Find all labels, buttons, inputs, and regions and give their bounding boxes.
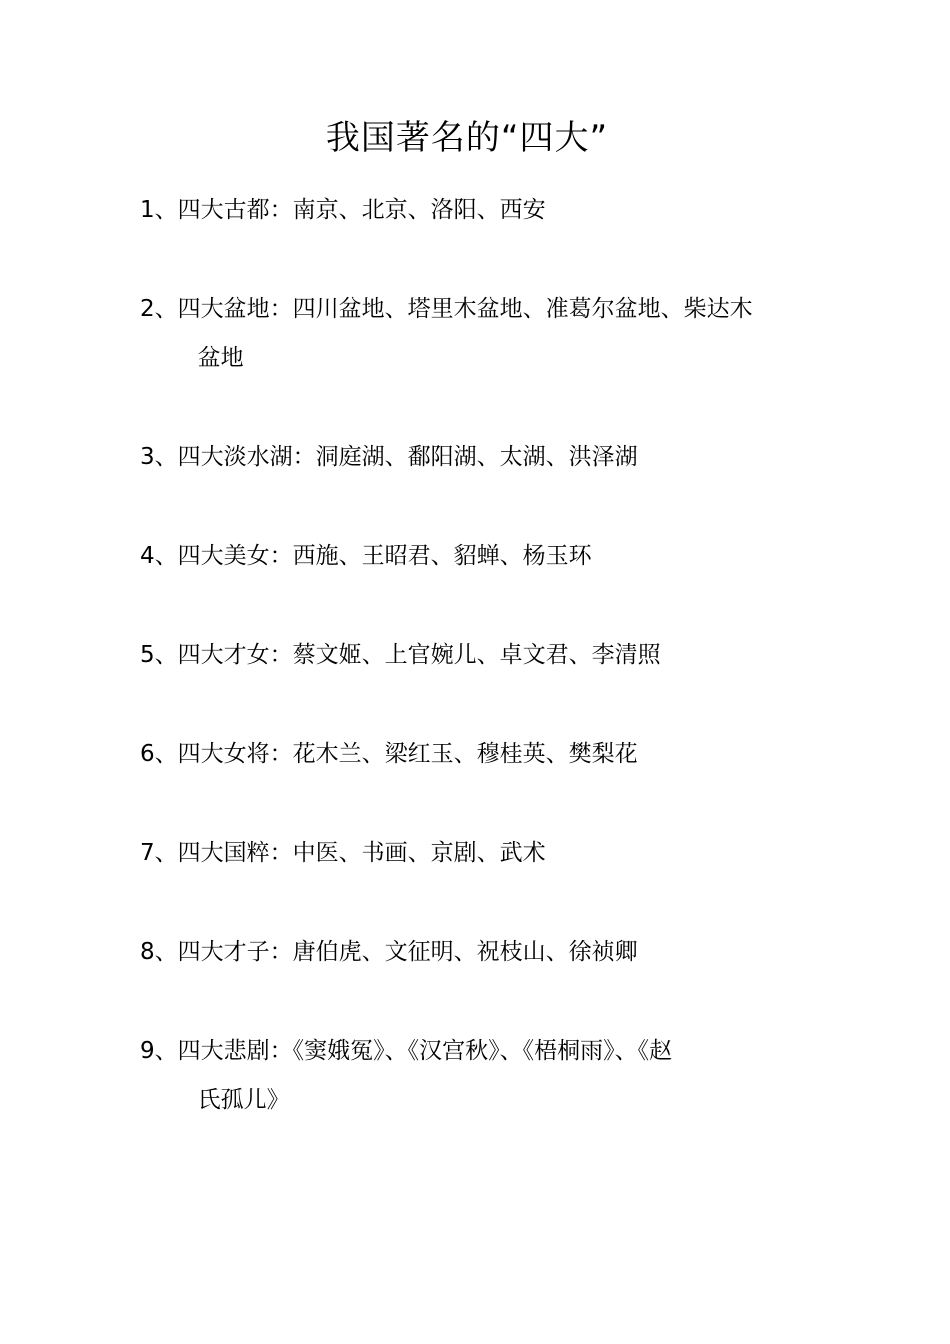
item-number: 7、 bbox=[140, 840, 178, 866]
item-line: 四大悲剧：《窦娥冤》、《汉宫秋》、《梧桐雨》、《赵 bbox=[177, 1038, 673, 1064]
list-item-3 bbox=[140, 433, 800, 482]
item-line: 四大美女：西施、王昭君、貂蝉、杨玉环 bbox=[177, 543, 592, 569]
list-item-4 bbox=[140, 532, 800, 581]
item-number: 5、 bbox=[140, 642, 178, 668]
list-item-1 bbox=[140, 186, 800, 235]
item-line: 四大国粹：中医、书画、京剧、武术 bbox=[177, 840, 546, 866]
item-number: 2、 bbox=[140, 296, 178, 322]
item-text bbox=[178, 730, 800, 779]
item-number: 6、 bbox=[140, 741, 178, 767]
item-number: 1、 bbox=[140, 197, 178, 223]
list-item-8 bbox=[140, 928, 800, 977]
list-item-6 bbox=[140, 730, 800, 779]
item-number: 4、 bbox=[140, 543, 178, 569]
item-line: 四大女将：花木兰、梁红玉、穆桂英、樊梨花 bbox=[177, 741, 638, 767]
list-item-5 bbox=[140, 631, 800, 680]
item-line: 四大盆地：四川盆地、塔里木盆地、准葛尔盆地、柴达木 bbox=[177, 296, 753, 322]
item-number: 8、 bbox=[140, 939, 178, 965]
item-number: 9、 bbox=[140, 1038, 178, 1064]
item-text bbox=[178, 928, 800, 977]
item-line-continued: 氏孤儿》 bbox=[197, 1087, 290, 1113]
list-item-9 bbox=[140, 1027, 800, 1125]
item-text bbox=[178, 285, 800, 383]
item-line: 四大才女：蔡文姬、上官婉儿、卓文君、李清照 bbox=[177, 642, 661, 668]
item-text bbox=[178, 829, 800, 878]
item-line-continued: 盆地 bbox=[197, 345, 244, 371]
item-line: 四大淡水湖：洞庭湖、鄱阳湖、太湖、洪泽湖 bbox=[177, 444, 638, 470]
item-line: 四大才子：唐伯虎、文征明、祝枝山、徐祯卿 bbox=[177, 939, 638, 965]
item-text bbox=[178, 532, 800, 581]
item-list bbox=[140, 186, 800, 1175]
item-text bbox=[178, 631, 800, 680]
item-text bbox=[178, 433, 800, 482]
item-text bbox=[178, 186, 800, 235]
item-text bbox=[178, 1027, 800, 1125]
item-line: 四大古都：南京、北京、洛阳、西安 bbox=[177, 197, 546, 223]
item-number: 3、 bbox=[140, 444, 178, 470]
document-title: 我国著名的“四大” bbox=[325, 118, 609, 158]
list-item-7 bbox=[140, 829, 800, 878]
list-item-2 bbox=[140, 285, 800, 383]
